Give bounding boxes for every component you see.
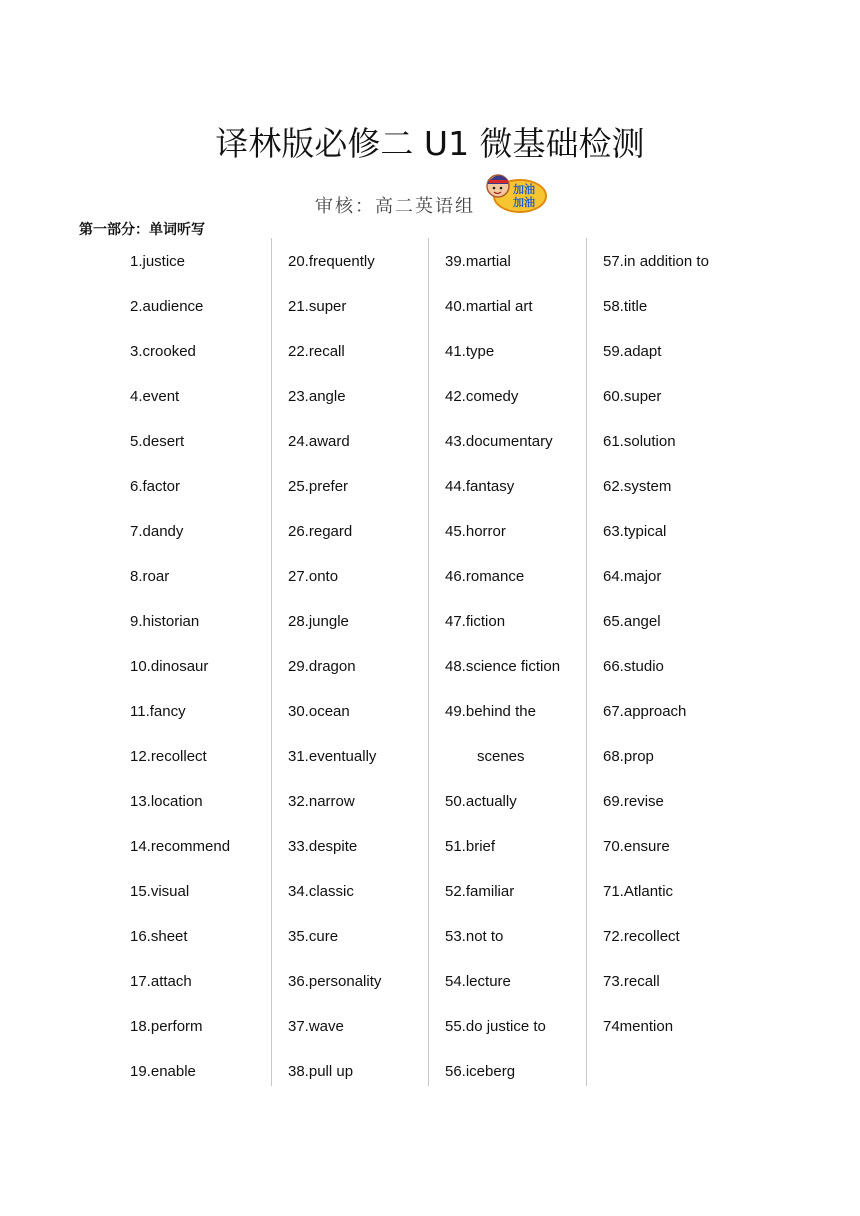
word-column-4 — [603, 250, 709, 1060]
word-item: 67.approach — [603, 703, 687, 720]
word-item: 41.type — [445, 343, 495, 360]
word-item: 15.visual — [130, 883, 190, 900]
word-item: 39.martial — [445, 253, 511, 270]
word-item: 68.prop — [603, 748, 654, 765]
word-item: 18.perform — [130, 1018, 203, 1035]
word-item: 36.personality — [288, 973, 382, 990]
word-item: 31.eventually — [288, 748, 377, 765]
word-item: 30.ocean — [288, 703, 350, 720]
word-item: 58.title — [603, 298, 648, 315]
word-item: 35.cure — [288, 928, 339, 945]
word-item: 74mention — [603, 1018, 674, 1035]
word-item: 21.super — [288, 298, 347, 315]
word-item: 71.Atlantic — [603, 883, 674, 900]
word-item: 40.martial art — [445, 298, 533, 315]
word-item: 1.justice — [130, 253, 186, 270]
reviewer-subtitle: 审核：高二英语组 — [315, 196, 475, 217]
word-item: 11.fancy — [130, 703, 186, 720]
word-item: 55.do justice to — [445, 1018, 546, 1035]
word-item: 53.not to — [445, 928, 504, 945]
word-item: 69.revise — [603, 793, 664, 810]
word-item: 65.angel — [603, 613, 661, 630]
badge-text-top: 加油 — [513, 183, 535, 196]
badge-text-bottom: 加油 — [513, 196, 535, 209]
word-item: 47.fiction — [445, 613, 506, 630]
word-item: 62.system — [603, 478, 672, 495]
word-item: 16.sheet — [130, 928, 188, 945]
word-item: 22.recall — [288, 343, 345, 360]
word-item: 57.in addition to — [603, 253, 709, 270]
word-item: 52.familiar — [445, 883, 515, 900]
word-item: 70.ensure — [603, 838, 670, 855]
word-item: 24.award — [288, 433, 350, 450]
word-item: 43.documentary — [445, 433, 553, 450]
column-divider — [271, 238, 272, 1086]
section-label: 第一部分：单词听写 — [79, 222, 205, 238]
word-item: 23.angle — [288, 388, 346, 405]
word-column-2 — [288, 250, 381, 1105]
word-item: 20.frequently — [288, 253, 375, 270]
word-column-1 — [130, 250, 230, 1105]
word-item: 3.crooked — [130, 343, 196, 360]
word-item: 56.iceberg — [445, 1063, 516, 1080]
word-item: 61.solution — [603, 433, 676, 450]
word-column-3 — [445, 250, 560, 1105]
word-item: 50.actually — [445, 793, 517, 810]
word-item: 27.onto — [288, 568, 339, 585]
word-item: 13.location — [130, 793, 203, 810]
word-item: 37.wave — [288, 1018, 344, 1035]
word-item: 8.roar — [130, 568, 170, 585]
column-divider — [586, 238, 587, 1086]
word-item: 7.dandy — [130, 523, 184, 540]
word-item: 42.comedy — [445, 388, 519, 405]
word-item: 6.factor — [130, 478, 181, 495]
word-item: 4.event — [130, 388, 180, 405]
word-item: 46.romance — [445, 568, 525, 585]
cheer-badge-icon — [484, 170, 548, 214]
word-item: 59.adapt — [603, 343, 662, 360]
word-item: 51.brief — [445, 838, 496, 855]
word-item: 26.regard — [288, 523, 353, 540]
word-item: 48.science fiction — [445, 658, 561, 675]
word-item: 34.classic — [288, 883, 354, 900]
word-item: 72.recollect — [603, 928, 680, 945]
word-item: 17.attach — [130, 973, 192, 990]
word-item: 5.desert — [130, 433, 185, 450]
word-item: 44.fantasy — [445, 478, 515, 495]
word-item: 2.audience — [130, 298, 204, 315]
word-item: 49.behind the — [445, 703, 536, 720]
word-item: 29.dragon — [288, 658, 356, 675]
word-item: 12.recollect — [130, 748, 207, 765]
word-item: 66.studio — [603, 658, 664, 675]
word-item: 38.pull up — [288, 1063, 354, 1080]
page-title: 译林版必修二 U1 微基础检测 — [215, 124, 645, 163]
word-item: 54.lecture — [445, 973, 511, 990]
word-item: 28.jungle — [288, 613, 349, 630]
word-item: 60.super — [603, 388, 662, 405]
word-item: 63.typical — [603, 523, 667, 540]
word-item: 33.despite — [288, 838, 358, 855]
word-item: 32.narrow — [288, 793, 355, 810]
word-item-continuation: scenes — [477, 748, 525, 765]
word-item: 14.recommend — [130, 838, 231, 855]
column-divider — [428, 238, 429, 1086]
word-item: 19.enable — [130, 1063, 196, 1080]
word-item: 73.recall — [603, 973, 660, 990]
word-item: 9.historian — [130, 613, 200, 630]
word-item: 45.horror — [445, 523, 506, 540]
word-item: 25.prefer — [288, 478, 349, 495]
word-item: 10.dinosaur — [130, 658, 209, 675]
word-item: 64.major — [603, 568, 662, 585]
